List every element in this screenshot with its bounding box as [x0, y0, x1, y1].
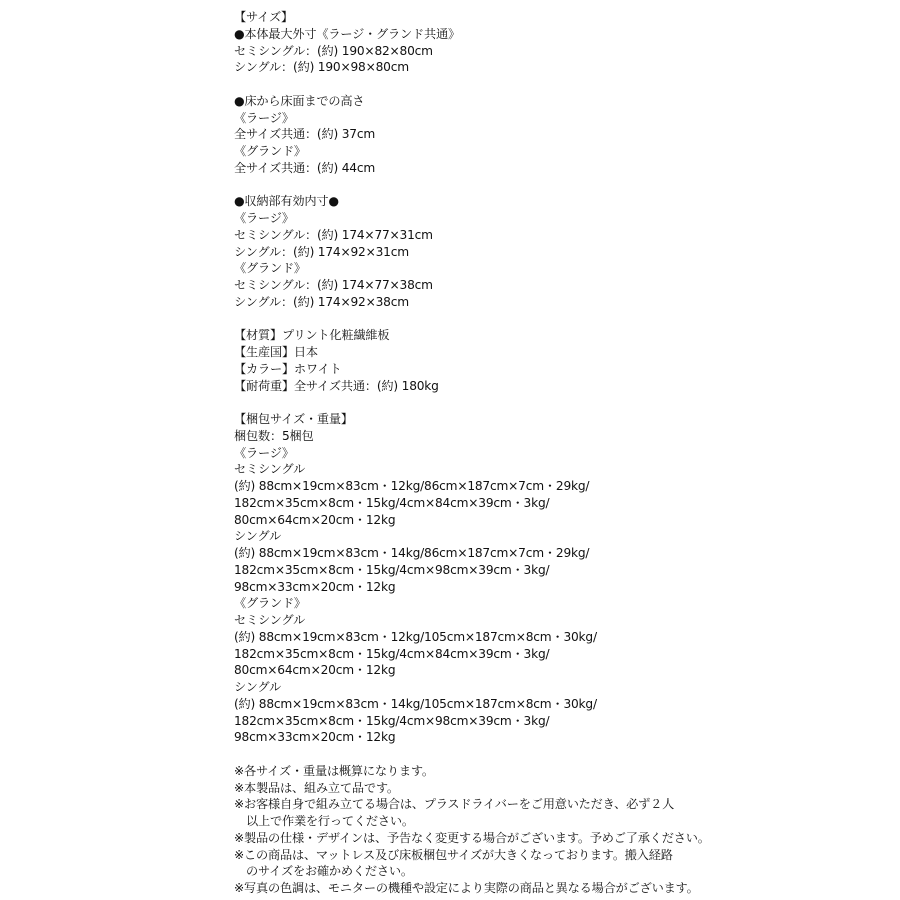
spacer [234, 311, 874, 328]
outer-semi-single: セミシングル：(約) 190×82×80cm [234, 43, 433, 58]
packing-line: 182cm×35cm×8cm・15kg/4cm×84cm×39cm・3kg/ [234, 495, 550, 510]
packing-line: 98cm×33cm×20cm・12kg [234, 579, 396, 594]
spacer [234, 394, 874, 411]
outer-single: シングル：(約) 190×98×80cm [234, 60, 409, 75]
packing-large-semi-label: セミシングル [234, 462, 306, 477]
floor-height-grand-label: 《グランド》 [234, 144, 306, 158]
spacer [234, 177, 874, 194]
size-heading: 【サイズ】 [234, 10, 293, 24]
packing-line: (約) 88cm×19cm×83cm・12kg/86cm×187cm×7cm・29kg/ [234, 479, 590, 493]
spacer [234, 746, 874, 763]
note-line: ※本製品は、組み立て品です。 [234, 780, 399, 795]
note-line-continuation: 以上で作業を行ってください。 [246, 814, 414, 828]
packing-line: (約) 88cm×19cm×83cm・14kg/86cm×187cm×7cm・29kg/ [234, 546, 590, 560]
storage-grand-label: 《グランド》 [234, 261, 306, 276]
floor-height-large-label: 《ラージ》 [234, 110, 294, 125]
packing-grand-single-label: シングル [234, 680, 282, 694]
load-spec: 【耐荷重】全サイズ共通：(約) 180kg [234, 378, 439, 393]
floor-height-grand-value: 全サイズ共通：(約) 44cm [234, 160, 375, 175]
packing-line: 98cm×33cm×20cm・12kg [234, 730, 396, 745]
packing-line: 80cm×64cm×20cm・12kg [234, 663, 396, 678]
storage-large-single: シングル：(約) 174×92×31cm [234, 244, 409, 259]
packing-line: 182cm×35cm×8cm・15kg/4cm×98cm×39cm・3kg/ [234, 713, 550, 728]
note-line-continuation: のサイズをお確かめください。 [246, 864, 413, 879]
floor-height-title: ●床から床面までの高さ [234, 93, 365, 108]
packing-line: (約) 88cm×19cm×83cm・12kg/105cm×187cm×8cm・30kg/ [234, 629, 597, 644]
note-line: ※写真の色調は、モニターの機種や設定により実際の商品と異なる場合がございます。 [234, 881, 699, 895]
packing-large-single-label: シングル [234, 529, 282, 544]
floor-height-large-value: 全サイズ共通：(約) 37cm [234, 127, 375, 142]
note-line: ※製品の仕様・デザインは、予告なく変更する場合がございます。予めご了承ください。 [234, 830, 710, 845]
outer-dimensions-title: ●本体最大外寸《ラージ・グランド共通》 [234, 26, 460, 41]
storage-title: ●収納部有効内寸● [234, 194, 339, 209]
packing-line: 80cm×64cm×20cm・12kg [234, 512, 396, 527]
color-spec: 【カラー】ホワイト [234, 361, 342, 376]
storage-large-label: 《ラージ》 [234, 211, 294, 225]
packing-line: (約) 88cm×19cm×83cm・14kg/105cm×187cm×8cm・30kg/ [234, 696, 597, 711]
packing-grand-label: 《グランド》 [234, 596, 306, 611]
packing-count: 梱包数：5梱包 [234, 428, 314, 443]
storage-grand-single: シングル：(約) 174×92×38cm [234, 294, 409, 309]
material-spec: 【材質】プリント化粧繊維板 [234, 328, 390, 343]
packing-line: 182cm×35cm×8cm・15kg/4cm×84cm×39cm・3kg/ [234, 646, 550, 661]
origin-spec: 【生産国】日本 [234, 345, 318, 359]
storage-large-semi: セミシングル：(約) 174×77×31cm [234, 227, 433, 242]
note-line: ※この商品は、マットレス及び床板梱包サイズが大きくなっております。搬入経路 [234, 847, 673, 862]
packing-grand-semi-label: セミシングル [234, 613, 306, 627]
note-line: ※お客様自身で組み立てる場合は、プラスドライバーをご用意いただき、必ず２人 [234, 797, 675, 812]
product-spec-document [234, 9, 874, 897]
spacer [234, 76, 874, 93]
packing-line: 182cm×35cm×8cm・15kg/4cm×98cm×39cm・3kg/ [234, 562, 550, 577]
packing-large-label: 《ラージ》 [234, 445, 294, 460]
storage-grand-semi: セミシングル：(約) 174×77×38cm [234, 278, 433, 292]
packing-heading: 【梱包サイズ・重量】 [234, 412, 353, 426]
note-line: ※各サイズ・重量は概算になります。 [234, 763, 434, 778]
